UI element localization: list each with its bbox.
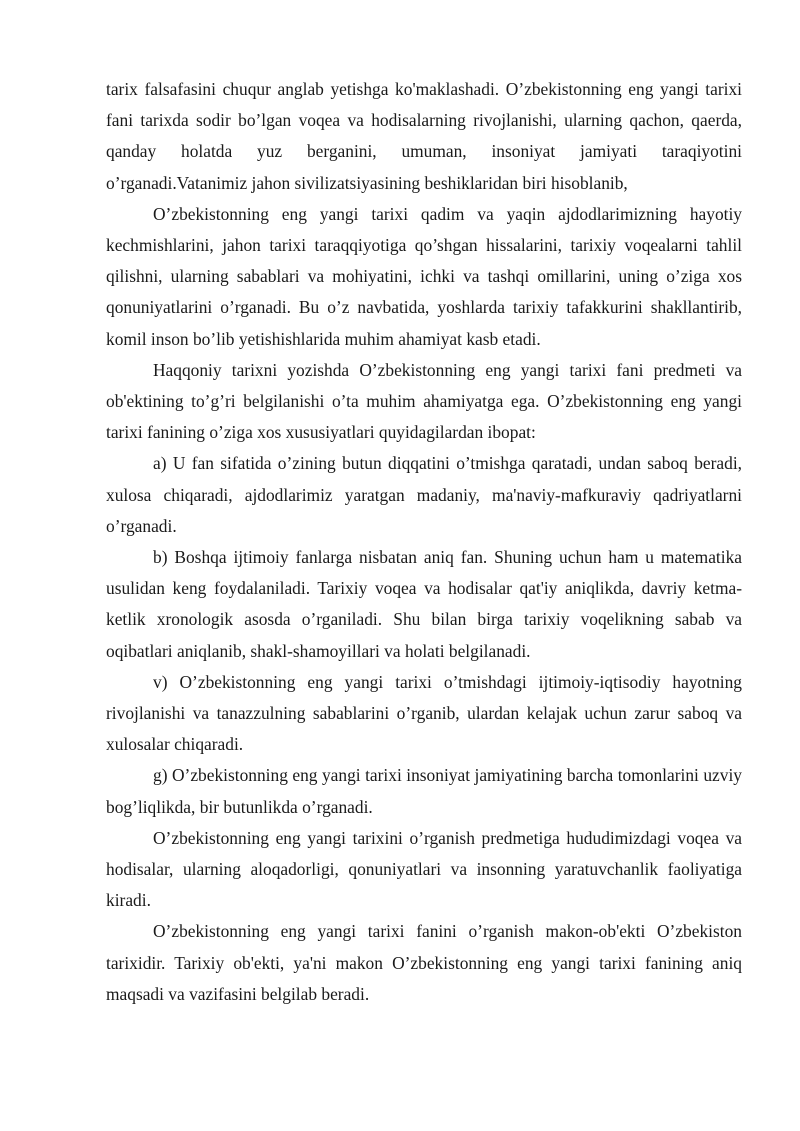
list-item-a: a) U fan sifatida o’zining butun diqqatini o’tmishga qaratadi, undan saboq beradi, xulosa chiqaradi, ajdodlarimiz yaratgan madaniy, ma'naviy-mafkuraviy qadriyatlarni o’rganadi. <box>106 453 742 536</box>
list-item-g: g) O’zbekistonning eng yangi tarixi insoniyat jamiyatining barcha tomonlarini uzviy bog’liqlikda, bir butunlikda o’rganadi. <box>106 765 742 817</box>
body-text <box>106 74 742 1010</box>
paragraph: O’zbekistonning eng yangi tarixi qadim va yaqin ajdodlarimizning hayotiy kechmishlarini, jahon tarixi taraqqiyotiga qo’shgan hissalarini, tarixiy voqealarni tahlil qilishni, ularning sabablari va mohiyatini, ichki va tashqi omillarini, uning o’ziga xos qonuniyatlarini o’rganadi. Bu o’z navbatida, yoshlarda tarixiy tafakkurini shakllantirib, komil inson bo’lib yetishishlarida muhim ahamiyat kasb etadi. <box>106 203 742 349</box>
list-item-v: v) O’zbekistonning eng yangi tarixi o’tmishdagi ijtimoiy-iqtisodiy hayotning rivojlanishi va tanazzulning sabablarini o’rganib, ulardan kelajak uchun zarur saboq va xulosalar chiqaradi. <box>106 671 742 755</box>
list-item-b: b) Boshqa ijtimoiy fanlarga nisbatan aniq fan. Shuning uchun ham u matematika usulidan keng foydalaniladi. Tarixiy voqea va hodisalar qat'iy aniqlikda, davriy ketma-ketlik xronologik asosda o’rganiladi. Shu bilan birga tarixiy voqelikning sabab va oqibatlari aniqlanib, shakl-shamoyillari va holati belgilanadi. <box>106 547 742 661</box>
paragraph: O’zbekistonning eng yangi tarixini o’rganish predmetiga hududimizdagi voqea va hodisalar, ularning aloqadorligi, qonuniyatlari va insonning yaratuvchanlik faoliyatiga kiradi. <box>106 827 742 911</box>
paragraph: Haqqoniy tarixni yozishda O’zbekistonning eng yangi tarixi fani predmeti va ob'ektining to’g’ri belgilanishi o’ta muhim ahamiyatga ega. O’zbekistonning eng yangi tarixi fanining o’ziga xos xususiyatlari quyidagilardan ibopat: <box>106 359 742 443</box>
paragraph: O’zbekistonning eng yangi tarixi fanini o’rganish makon-ob'ekti O’zbekiston tarixidir. Tarixiy ob'ekti, ya'ni makon O’zbekistonning eng yangi tarixi fanining aniq maqsadi va vazifasini belgilab beradi. <box>106 921 742 1004</box>
paragraph-continuation: tarix falsafasini chuqur anglab yetishga ko'maklashadi. O’zbekistonning eng yangi tarixi fani tarixda sodir bo’lgan voqea va hodisalarning rivojlanishi, ularning qachon, qaerda, qanday holatda yuz berganini, umuman, insoniyat jamiyati taraqiyotini o’rganadi.Vatanimiz jahon sivilizatsiyasining beshiklaridan biri hisoblanib, <box>106 79 742 193</box>
